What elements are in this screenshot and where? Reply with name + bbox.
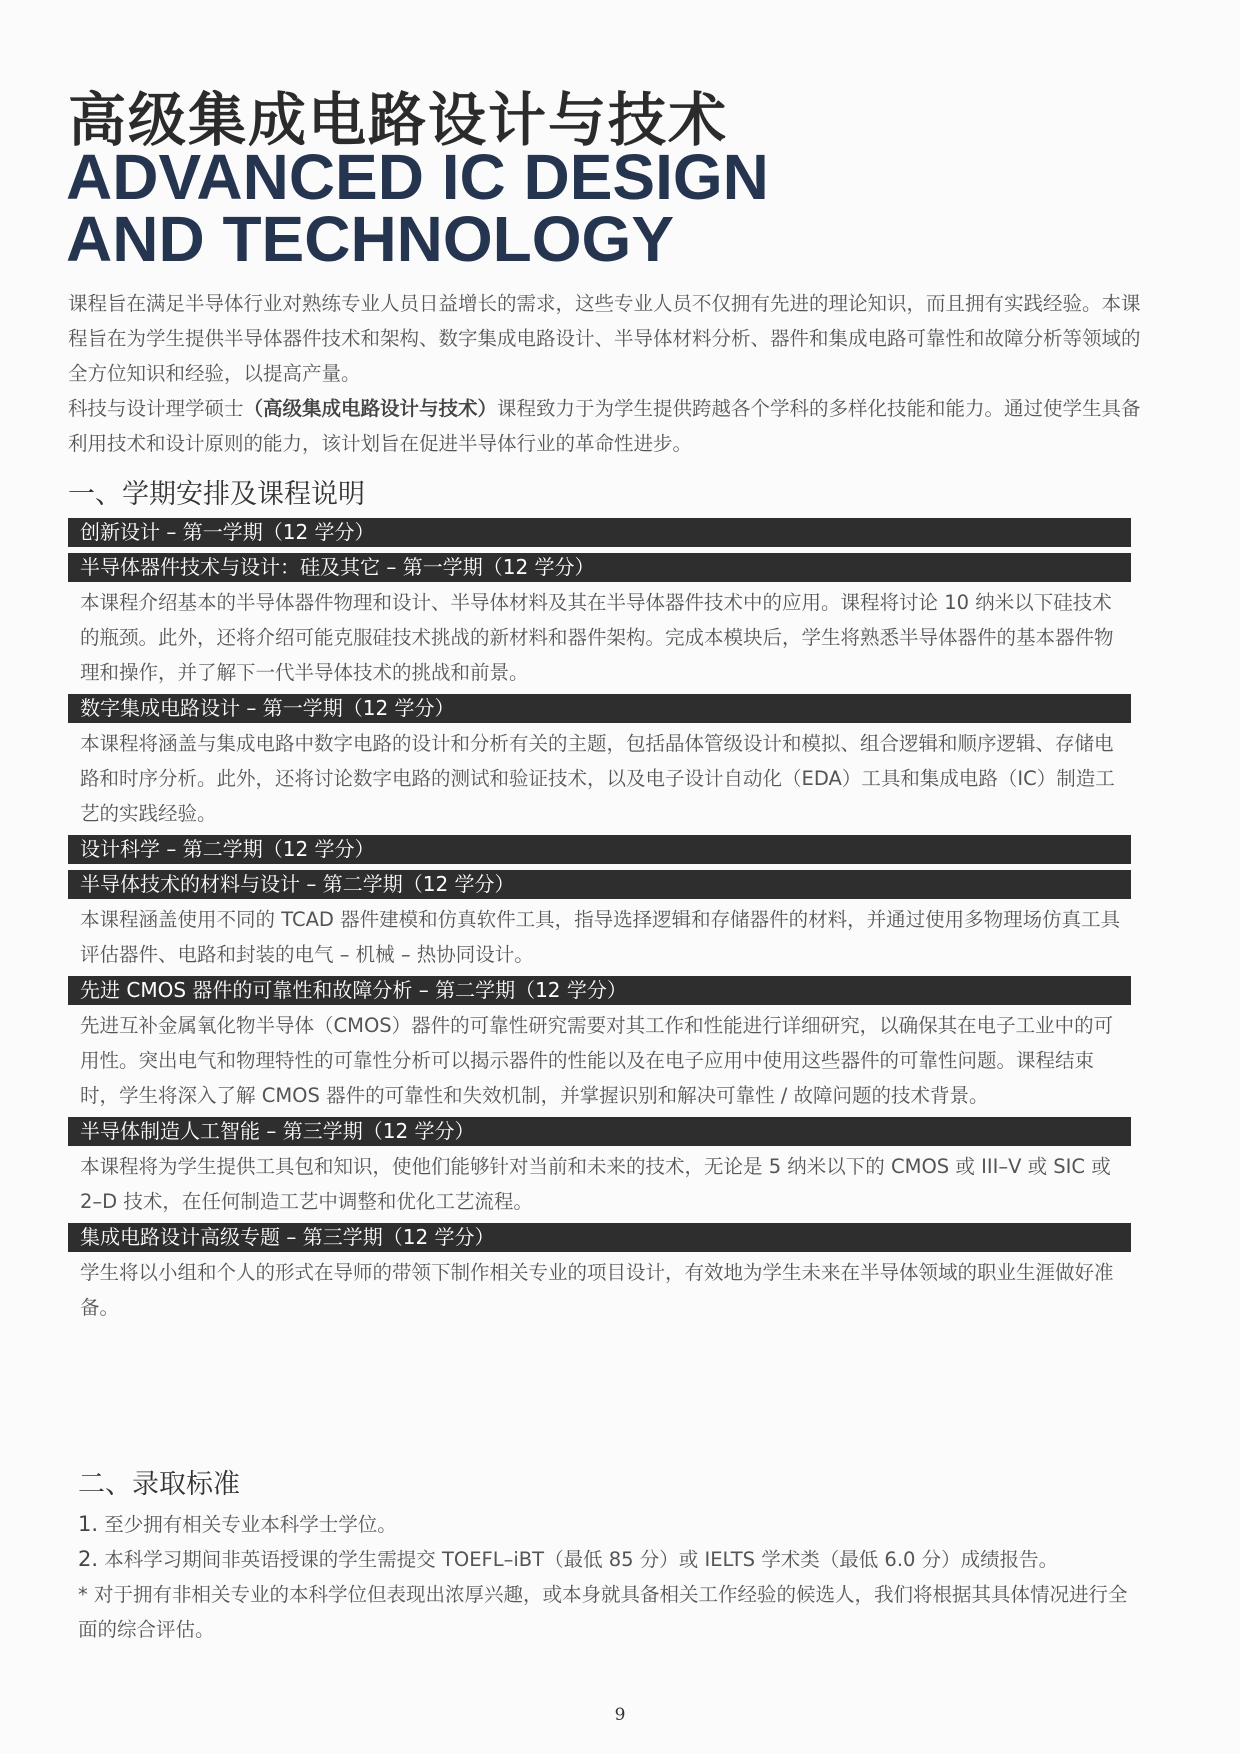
course-title-bar: 半导体制造人工智能 – 第三学期（12 学分） [68, 1117, 1131, 1146]
admission-item-2-number: 2. [78, 1547, 99, 1571]
intro-text [68, 286, 1158, 461]
admission-item-1-number: 1. [78, 1512, 99, 1536]
course-title-bar: 先进 CMOS 器件的可靠性和故障分析 – 第二学期（12 学分） [68, 976, 1131, 1005]
title-en-line-2: AND TECHNOLOGY [66, 203, 674, 275]
admission-item-1 [78, 1507, 1138, 1542]
course-description: 本课程将涵盖与集成电路中数字电路的设计和分析有关的主题，包括晶体管级设计和模拟、组合逻辑和顺序逻辑、存储电路和时序分析。此外，还将讨论数字电路的测试和验证技术，以及电子设计自动化（EDA）工具和集成电路（IC）制造工艺的实践经验。 [80, 732, 1115, 825]
intro-p2-prefix: 科技与设计理学硕士 [68, 397, 244, 420]
course-title-bar: 创新设计 – 第一学期（12 学分） [68, 518, 1131, 547]
admission-criteria [78, 1507, 1138, 1647]
page-number: 9 [614, 1705, 626, 1725]
intro-paragraph-2 [68, 391, 1158, 461]
course-description: 本课程将为学生提供工具包和知识，使他们能够针对当前和未来的技术，无论是 5 纳米以下的 CMOS 或 III–V 或 SIC 或 2–D 技术，在任何制造工艺中调整和优化工艺流程。 [80, 1155, 1111, 1213]
page-title-english [66, 141, 769, 275]
course-description: 先进互补金属氧化物半导体（CMOS）器件的可靠性研究需要对其工作和性能进行详细研究，以确保其在电子工业中的可用性。突出电气和物理特性的可靠性分析可以揭示器件的性能以及在电子应用中使用这些器件的可靠性问题。课程结束时，学生将深入了解 CMOS 器件的可靠性和失效机制，并掌握识别和解决可靠性 / 故障问题的技术背景。 [80, 1014, 1114, 1107]
course-description: 本课程涵盖使用不同的 TCAD 器件建模和仿真软件工具，指导选择逻辑和存储器件的材料，并通过使用多物理场仿真工具评估器件、电路和封装的电气 – 机械 – 热协同设计。 [80, 908, 1121, 966]
intro-p2-suffix: 课程致力于为学生提供跨越各个学科的多样化技能和能力。通过使学生具备利用技术和设计原则的能力，该计划旨在促进半导体行业的革命性进步。 [68, 397, 1141, 455]
admission-item-2-text: 本科学习期间非英语授课的学生需提交 TOEFL–iBT（最低 85 分）或 IELTS 学术类（最低 6.0 分）成绩报告。 [104, 1548, 1059, 1571]
intro-p2-program-name: （高级集成电路设计与技术） [243, 397, 498, 420]
course-title-bar: 半导体技术的材料与设计 – 第二学期（12 学分） [68, 870, 1131, 899]
course-description: 本课程介绍基本的半导体器件物理和设计、半导体材料及其在半导体器件技术中的应用。课程将讨论 10 纳米以下硅技术的瓶颈。此外，还将介绍可能克服硅技术挑战的新材料和器件架构。完成本模块后，学生将熟悉半导体器件的基本器件物理和操作，并了解下一代半导体技术的挑战和前景。 [80, 591, 1114, 684]
admission-item-2 [78, 1542, 1138, 1577]
course-list [68, 518, 1131, 1329]
course-title-bar: 设计科学 – 第二学期（12 学分） [68, 835, 1131, 864]
intro-paragraph-1: 课程旨在满足半导体行业对熟练专业人员日益增长的需求，这些专业人员不仅拥有先进的理论知识，而且拥有实践经验。本课程旨在为学生提供半导体器件技术和架构、数字集成电路设计、半导体材料分析、器件和集成电路可靠性和故障分析等领域的全方位知识和经验，以提高产量。 [68, 292, 1141, 385]
section-heading-schedule: 一、学期安排及课程说明 [68, 479, 365, 510]
course-title-bar: 集成电路设计高级专题 – 第三学期（12 学分） [68, 1223, 1131, 1252]
section-heading-admission: 二、录取标准 [78, 1469, 240, 1500]
course-description: 学生将以小组和个人的形式在导师的带领下制作相关专业的项目设计，有效地为学生未来在半导体领域的职业生涯做好准备。 [80, 1261, 1114, 1319]
admission-item-1-text: 至少拥有相关专业本科学士学位。 [104, 1513, 397, 1536]
admission-note: * 对于拥有非相关专业的本科学位但表现出浓厚兴趣，或本身就具备相关工作经验的候选人，我们将根据其具体情况进行全面的综合评估。 [78, 1583, 1128, 1641]
course-title-bar: 数字集成电路设计 – 第一学期（12 学分） [68, 694, 1131, 723]
page-title-chinese: 高级集成电路设计与技术 [68, 86, 729, 154]
title-en-line-1: ADVANCED IC DESIGN [66, 141, 769, 213]
course-title-bar: 半导体器件技术与设计：硅及其它 – 第一学期（12 学分） [68, 553, 1131, 582]
